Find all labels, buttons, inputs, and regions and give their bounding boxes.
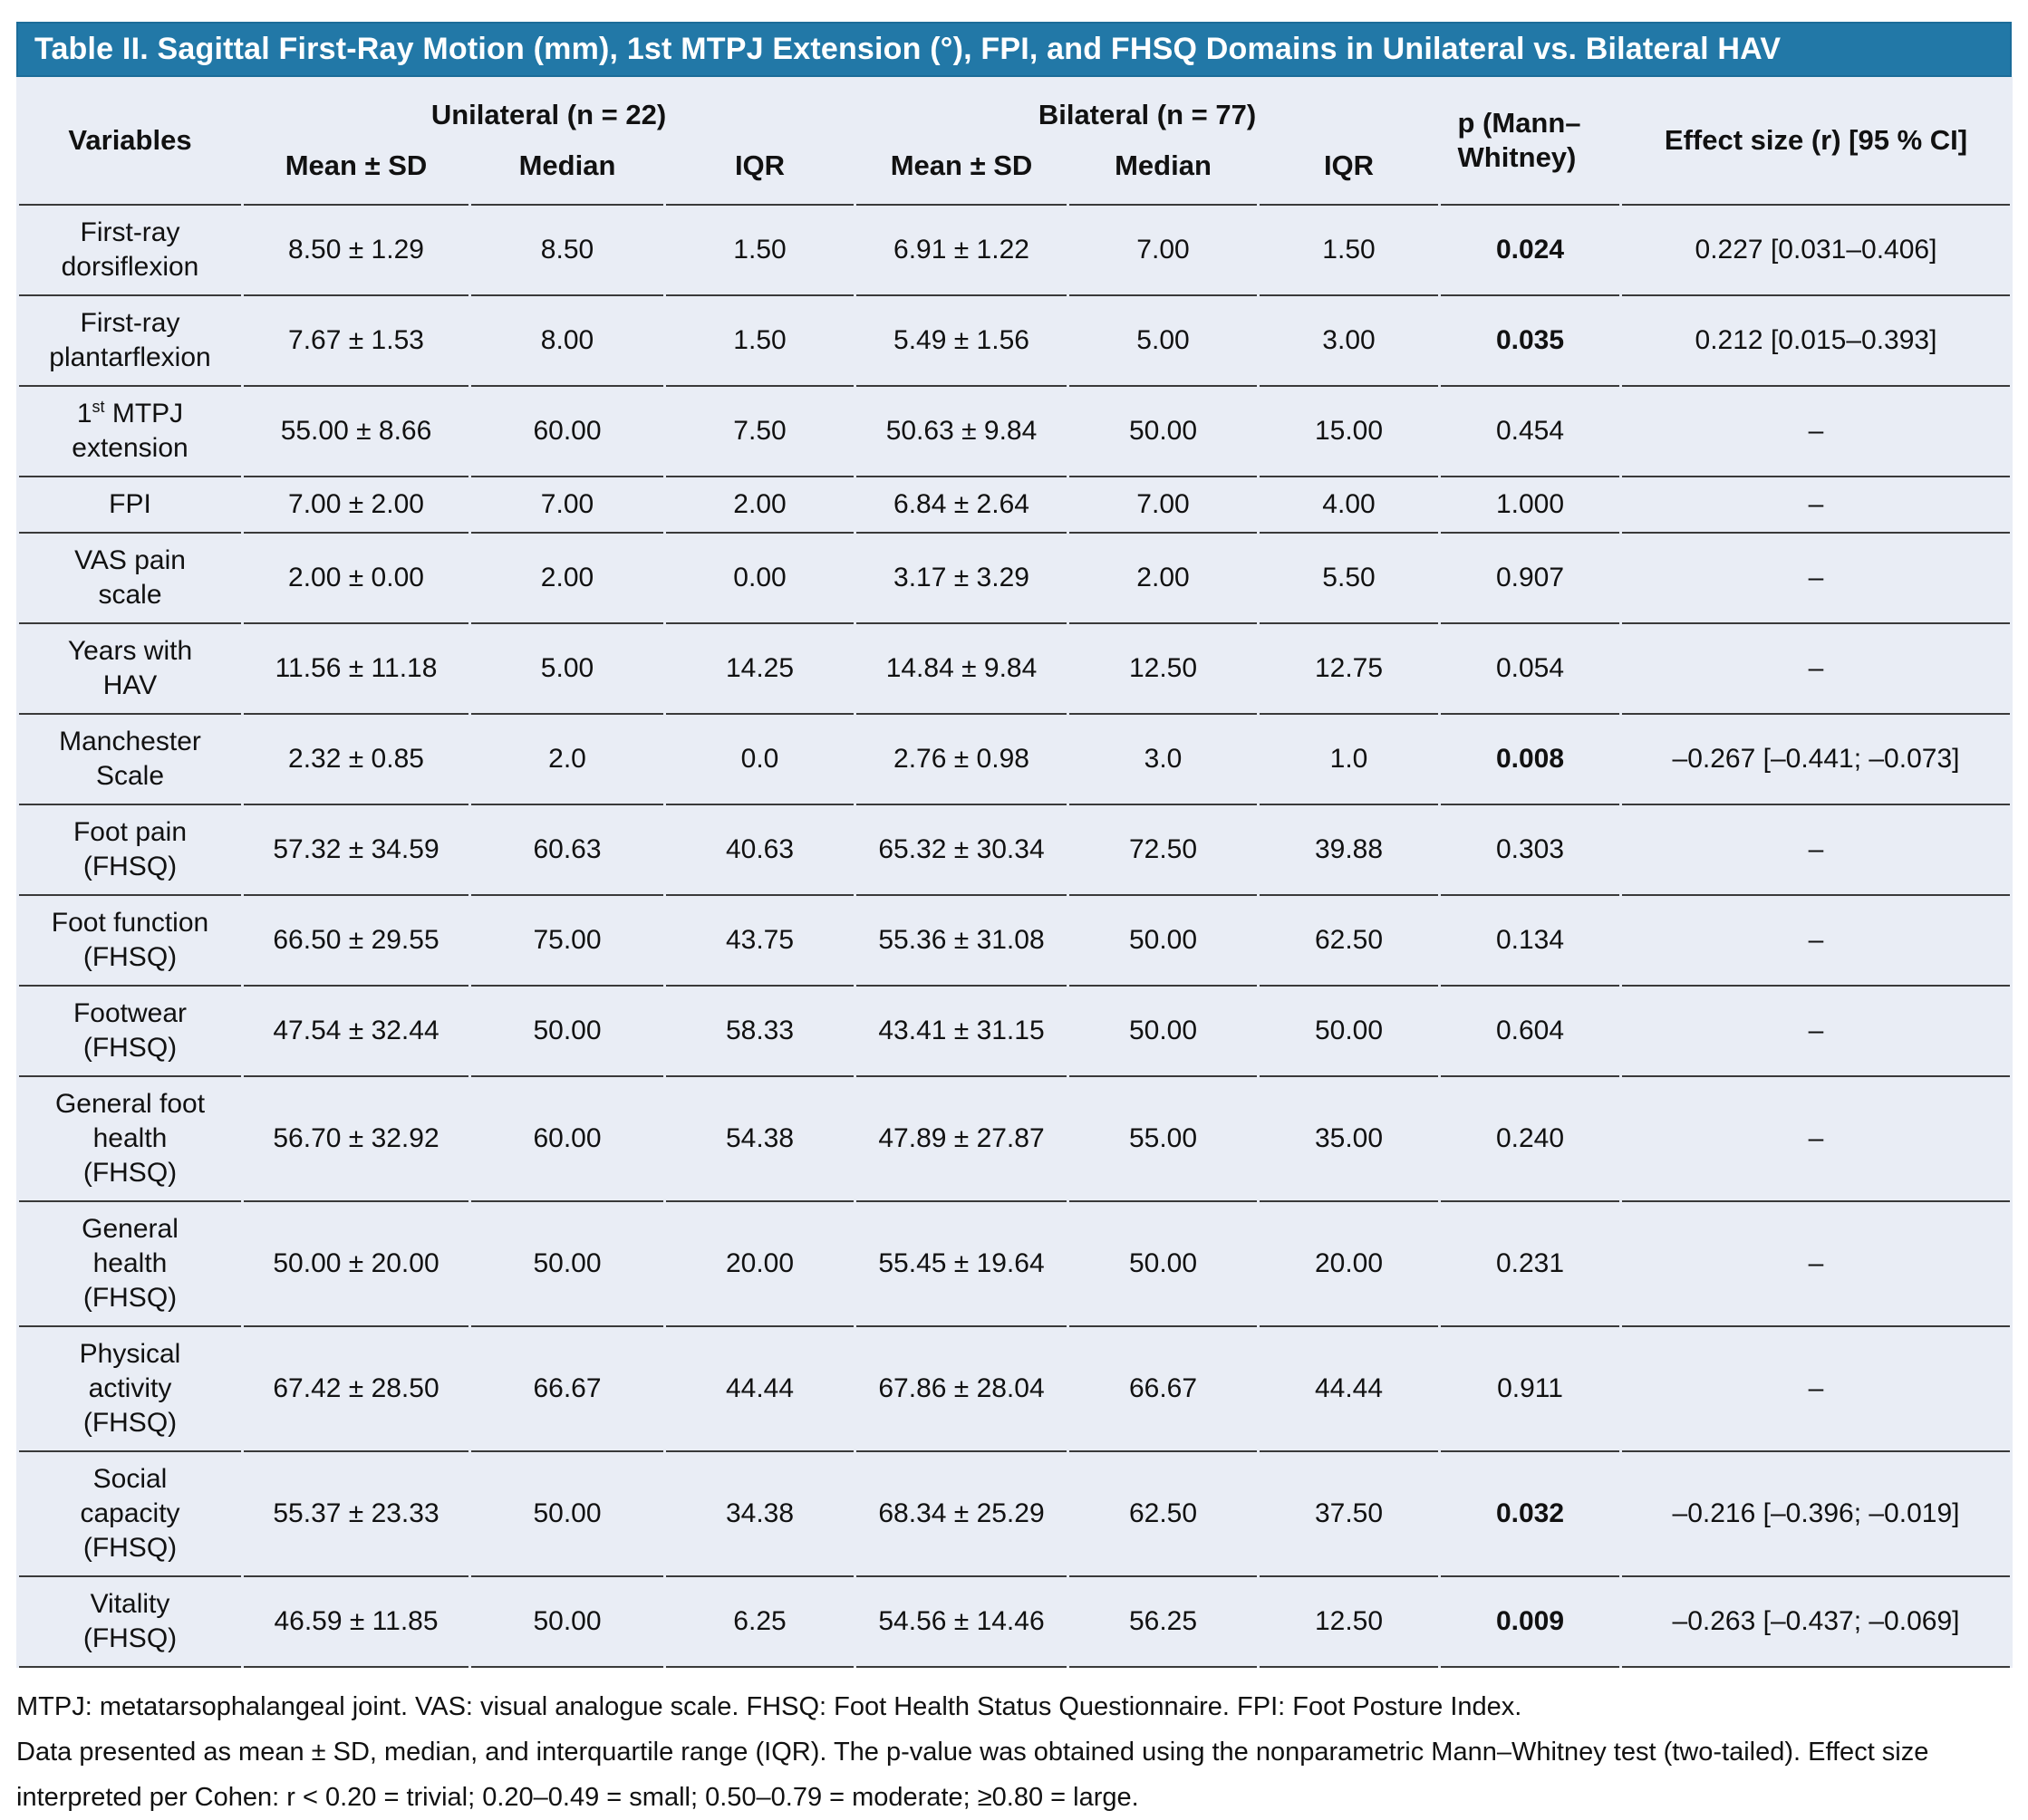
footnote-methods: Data presented as mean ± SD, median, and interquartile range (IQR). The p-value was obtained using the nonparametric Mann–Whitney test (two-tailed). Effect size interpreted per Cohen: r < 0.20 = trivial; 0.20–0.49 = small; 0.50–0.79 = moderate; ≥0.80 = large. — [16, 1738, 1929, 1812]
variable-label: General foot health (FHSQ) — [19, 1077, 241, 1202]
bi-iqr-value: 12.50 — [1260, 1577, 1438, 1668]
table-title: Table II. Sagittal First-Ray Motion (mm), 1st MTPJ Extension (°), FPI, and FHSQ Domains in Unilateral vs. Bilateral HAV — [34, 32, 1782, 66]
bi-iqr-value: 50.00 — [1260, 987, 1438, 1077]
bi-median-value: 56.25 — [1069, 1577, 1257, 1668]
uni-iqr-value: 40.63 — [666, 805, 854, 896]
bi-iqr-value: 1.0 — [1260, 715, 1438, 805]
uni-median-value: 8.00 — [471, 296, 663, 387]
bi-mean-sd-value: 55.36 ± 31.08 — [856, 896, 1067, 987]
uni-iqr-value: 34.38 — [666, 1452, 854, 1577]
uni-median-value: 66.67 — [471, 1327, 663, 1452]
uni-median-value: 5.00 — [471, 624, 663, 715]
effect-size-value: – — [1622, 534, 2010, 624]
p-value: 0.024 — [1441, 206, 1619, 296]
bi-iqr-value: 5.50 — [1260, 534, 1438, 624]
effect-size-value: –0.263 [–0.437; –0.069] — [1622, 1577, 2010, 1668]
table-row — [19, 534, 2010, 624]
bi-mean-sd-value: 6.84 ± 2.64 — [856, 477, 1067, 534]
bi-iqr-value: 1.50 — [1260, 206, 1438, 296]
subheader-uni-median: Median — [471, 140, 663, 206]
table-row — [19, 1452, 2010, 1577]
uni-mean-sd-value: 55.37 ± 23.33 — [244, 1452, 468, 1577]
p-value: 0.303 — [1441, 805, 1619, 896]
uni-iqr-value: 7.50 — [666, 387, 854, 477]
uni-iqr-value: 6.25 — [666, 1577, 854, 1668]
effect-size-value: – — [1622, 805, 2010, 896]
uni-iqr-value: 20.00 — [666, 1202, 854, 1327]
effect-size-value: –0.216 [–0.396; –0.019] — [1622, 1452, 2010, 1577]
bi-mean-sd-value: 50.63 ± 9.84 — [856, 387, 1067, 477]
p-value: 0.054 — [1441, 624, 1619, 715]
p-value: 0.032 — [1441, 1452, 1619, 1577]
p-value: 0.911 — [1441, 1327, 1619, 1452]
table-row — [19, 1327, 2010, 1452]
p-value: 1.000 — [1441, 477, 1619, 534]
bi-mean-sd-value: 68.34 ± 25.29 — [856, 1452, 1067, 1577]
bi-median-value: 72.50 — [1069, 805, 1257, 896]
subheader-uni-iqr: IQR — [666, 140, 854, 206]
uni-median-value: 60.00 — [471, 387, 663, 477]
p-value: 0.240 — [1441, 1077, 1619, 1202]
bi-mean-sd-value: 55.45 ± 19.64 — [856, 1202, 1067, 1327]
table-body — [19, 206, 2010, 1668]
effect-size-value: – — [1622, 477, 2010, 534]
variable-label: FPI — [19, 477, 241, 534]
bi-median-value: 66.67 — [1069, 1327, 1257, 1452]
table-row — [19, 1202, 2010, 1327]
bi-mean-sd-value: 54.56 ± 14.46 — [856, 1577, 1067, 1668]
table-row — [19, 624, 2010, 715]
p-value: 0.008 — [1441, 715, 1619, 805]
bi-median-value: 5.00 — [1069, 296, 1257, 387]
uni-iqr-value: 1.50 — [666, 296, 854, 387]
variable-label: Foot pain (FHSQ) — [19, 805, 241, 896]
bi-iqr-value: 37.50 — [1260, 1452, 1438, 1577]
variable-label — [19, 387, 241, 477]
uni-median-value: 7.00 — [471, 477, 663, 534]
header-group-row — [19, 77, 2010, 140]
uni-median-value: 50.00 — [471, 1452, 663, 1577]
uni-mean-sd-value: 67.42 ± 28.50 — [244, 1327, 468, 1452]
variable-label: Foot function (FHSQ) — [19, 896, 241, 987]
table-row — [19, 477, 2010, 534]
bi-iqr-value: 35.00 — [1260, 1077, 1438, 1202]
bi-median-value: 7.00 — [1069, 206, 1257, 296]
uni-median-value: 50.00 — [471, 1202, 663, 1327]
bi-iqr-value: 12.75 — [1260, 624, 1438, 715]
table-title-bar — [16, 22, 2012, 77]
table-row — [19, 1077, 2010, 1202]
p-value: 0.454 — [1441, 387, 1619, 477]
effect-size-value: – — [1622, 1327, 2010, 1452]
variable-label-superscript: st — [92, 398, 105, 416]
variable-label: First-ray dorsiflexion — [19, 206, 241, 296]
uni-median-value: 75.00 — [471, 896, 663, 987]
bi-median-value: 62.50 — [1069, 1452, 1257, 1577]
bi-mean-sd-value: 43.41 ± 31.15 — [856, 987, 1067, 1077]
uni-mean-sd-value: 2.00 ± 0.00 — [244, 534, 468, 624]
table-row — [19, 206, 2010, 296]
table-row — [19, 715, 2010, 805]
bi-mean-sd-value: 67.86 ± 28.04 — [856, 1327, 1067, 1452]
p-value: 0.604 — [1441, 987, 1619, 1077]
uni-iqr-value: 43.75 — [666, 896, 854, 987]
table-row — [19, 896, 2010, 987]
effect-size-value: – — [1622, 987, 2010, 1077]
table-row — [19, 1577, 2010, 1668]
uni-mean-sd-value: 66.50 ± 29.55 — [244, 896, 468, 987]
effect-size-value: – — [1622, 896, 2010, 987]
variable-label: Physical activity (FHSQ) — [19, 1327, 241, 1452]
effect-size-value: 0.212 [0.015–0.393] — [1622, 296, 2010, 387]
variable-label: VAS pain scale — [19, 534, 241, 624]
uni-median-value: 60.63 — [471, 805, 663, 896]
uni-iqr-value: 1.50 — [666, 206, 854, 296]
variable-label-text: 1 — [76, 399, 92, 429]
uni-iqr-value: 2.00 — [666, 477, 854, 534]
bi-iqr-value: 62.50 — [1260, 896, 1438, 987]
variable-label: Footwear (FHSQ) — [19, 987, 241, 1077]
group-header-unilateral: Unilateral (n = 22) — [430, 99, 667, 130]
table-row — [19, 296, 2010, 387]
variable-label: Vitality (FHSQ) — [19, 1577, 241, 1668]
uni-mean-sd-value: 7.67 ± 1.53 — [244, 296, 468, 387]
bi-iqr-value: 20.00 — [1260, 1202, 1438, 1327]
bi-mean-sd-value: 5.49 ± 1.56 — [856, 296, 1067, 387]
uni-iqr-value: 44.44 — [666, 1327, 854, 1452]
table-row — [19, 805, 2010, 896]
subheader-bi-median: Median — [1069, 140, 1257, 206]
variable-label: Manchester Scale — [19, 715, 241, 805]
bi-median-value: 50.00 — [1069, 1202, 1257, 1327]
subheader-uni-mean-sd: Mean ± SD — [244, 140, 468, 206]
uni-iqr-value: 0.00 — [666, 534, 854, 624]
p-value: 0.009 — [1441, 1577, 1619, 1668]
uni-iqr-value: 14.25 — [666, 624, 854, 715]
bi-iqr-value: 39.88 — [1260, 805, 1438, 896]
bi-median-value: 2.00 — [1069, 534, 1257, 624]
uni-iqr-value: 58.33 — [666, 987, 854, 1077]
bi-median-value: 12.50 — [1069, 624, 1257, 715]
uni-mean-sd-value: 55.00 ± 8.66 — [244, 387, 468, 477]
bi-mean-sd-value: 47.89 ± 27.87 — [856, 1077, 1067, 1202]
bi-median-value: 50.00 — [1069, 987, 1257, 1077]
variable-label: First-ray plantarflexion — [19, 296, 241, 387]
bi-median-value: 50.00 — [1069, 387, 1257, 477]
variable-label-text: MTPJ extension — [72, 399, 188, 463]
p-value: 0.035 — [1441, 296, 1619, 387]
bi-iqr-value: 4.00 — [1260, 477, 1438, 534]
effect-size-value: 0.227 [0.031–0.406] — [1622, 206, 2010, 296]
bi-mean-sd-value: 65.32 ± 30.34 — [856, 805, 1067, 896]
table-header — [19, 77, 2010, 206]
bi-median-value: 7.00 — [1069, 477, 1257, 534]
uni-mean-sd-value: 8.50 ± 1.29 — [244, 206, 468, 296]
bi-mean-sd-value: 2.76 ± 0.98 — [856, 715, 1067, 805]
uni-mean-sd-value: 57.32 ± 34.59 — [244, 805, 468, 896]
table-footnotes — [16, 1684, 2012, 1820]
effect-size-value: – — [1622, 387, 2010, 477]
effect-size-value: – — [1622, 1077, 2010, 1202]
uni-mean-sd-value: 56.70 ± 32.92 — [244, 1077, 468, 1202]
p-value: 0.907 — [1441, 534, 1619, 624]
column-header-effect-size: Effect size (r) [95 % CI] — [1622, 77, 2010, 206]
uni-iqr-value: 54.38 — [666, 1077, 854, 1202]
bi-iqr-value: 3.00 — [1260, 296, 1438, 387]
column-header-p-value — [1441, 77, 1619, 206]
uni-median-value: 8.50 — [471, 206, 663, 296]
table-row — [19, 987, 2010, 1077]
bi-iqr-value: 44.44 — [1260, 1327, 1438, 1452]
effect-size-value: – — [1622, 624, 2010, 715]
subheader-bi-mean-sd: Mean ± SD — [856, 140, 1067, 206]
uni-median-value: 2.0 — [471, 715, 663, 805]
uni-mean-sd-value: 46.59 ± 11.85 — [244, 1577, 468, 1668]
variable-label: Years with HAV — [19, 624, 241, 715]
p-value-header-label: p (Mann–Whitney) — [1457, 107, 1581, 173]
subheader-bi-iqr: IQR — [1260, 140, 1438, 206]
effect-size-value: – — [1622, 1202, 2010, 1327]
table-row — [19, 387, 2010, 477]
bi-median-value: 3.0 — [1069, 715, 1257, 805]
statistics-table — [16, 77, 2013, 1668]
uni-median-value: 2.00 — [471, 534, 663, 624]
uni-median-value: 50.00 — [471, 987, 663, 1077]
bi-median-value: 55.00 — [1069, 1077, 1257, 1202]
column-header-variables: Variables — [19, 77, 241, 206]
p-value: 0.134 — [1441, 896, 1619, 987]
uni-mean-sd-value: 50.00 ± 20.00 — [244, 1202, 468, 1327]
bi-iqr-value: 15.00 — [1260, 387, 1438, 477]
uni-mean-sd-value: 47.54 ± 32.44 — [244, 987, 468, 1077]
variable-label: Social capacity (FHSQ) — [19, 1452, 241, 1577]
effect-size-value: –0.267 [–0.441; –0.073] — [1622, 715, 2010, 805]
bi-mean-sd-value: 3.17 ± 3.29 — [856, 534, 1067, 624]
uni-mean-sd-value: 7.00 ± 2.00 — [244, 477, 468, 534]
bi-mean-sd-value: 6.91 ± 1.22 — [856, 206, 1067, 296]
uni-iqr-value: 0.0 — [666, 715, 854, 805]
uni-median-value: 50.00 — [471, 1577, 663, 1668]
bi-median-value: 50.00 — [1069, 896, 1257, 987]
group-header-bilateral: Bilateral (n = 77) — [1038, 99, 1257, 130]
uni-mean-sd-value: 11.56 ± 11.18 — [244, 624, 468, 715]
uni-median-value: 60.00 — [471, 1077, 663, 1202]
variable-label: General health (FHSQ) — [19, 1202, 241, 1327]
footnote-abbreviations: MTPJ: metatarsophalangeal joint. VAS: visual analogue scale. FHSQ: Foot Health Status Questionnaire. FPI: Foot Posture Index. — [16, 1692, 1522, 1721]
p-value: 0.231 — [1441, 1202, 1619, 1327]
uni-mean-sd-value: 2.32 ± 0.85 — [244, 715, 468, 805]
bi-mean-sd-value: 14.84 ± 9.84 — [856, 624, 1067, 715]
